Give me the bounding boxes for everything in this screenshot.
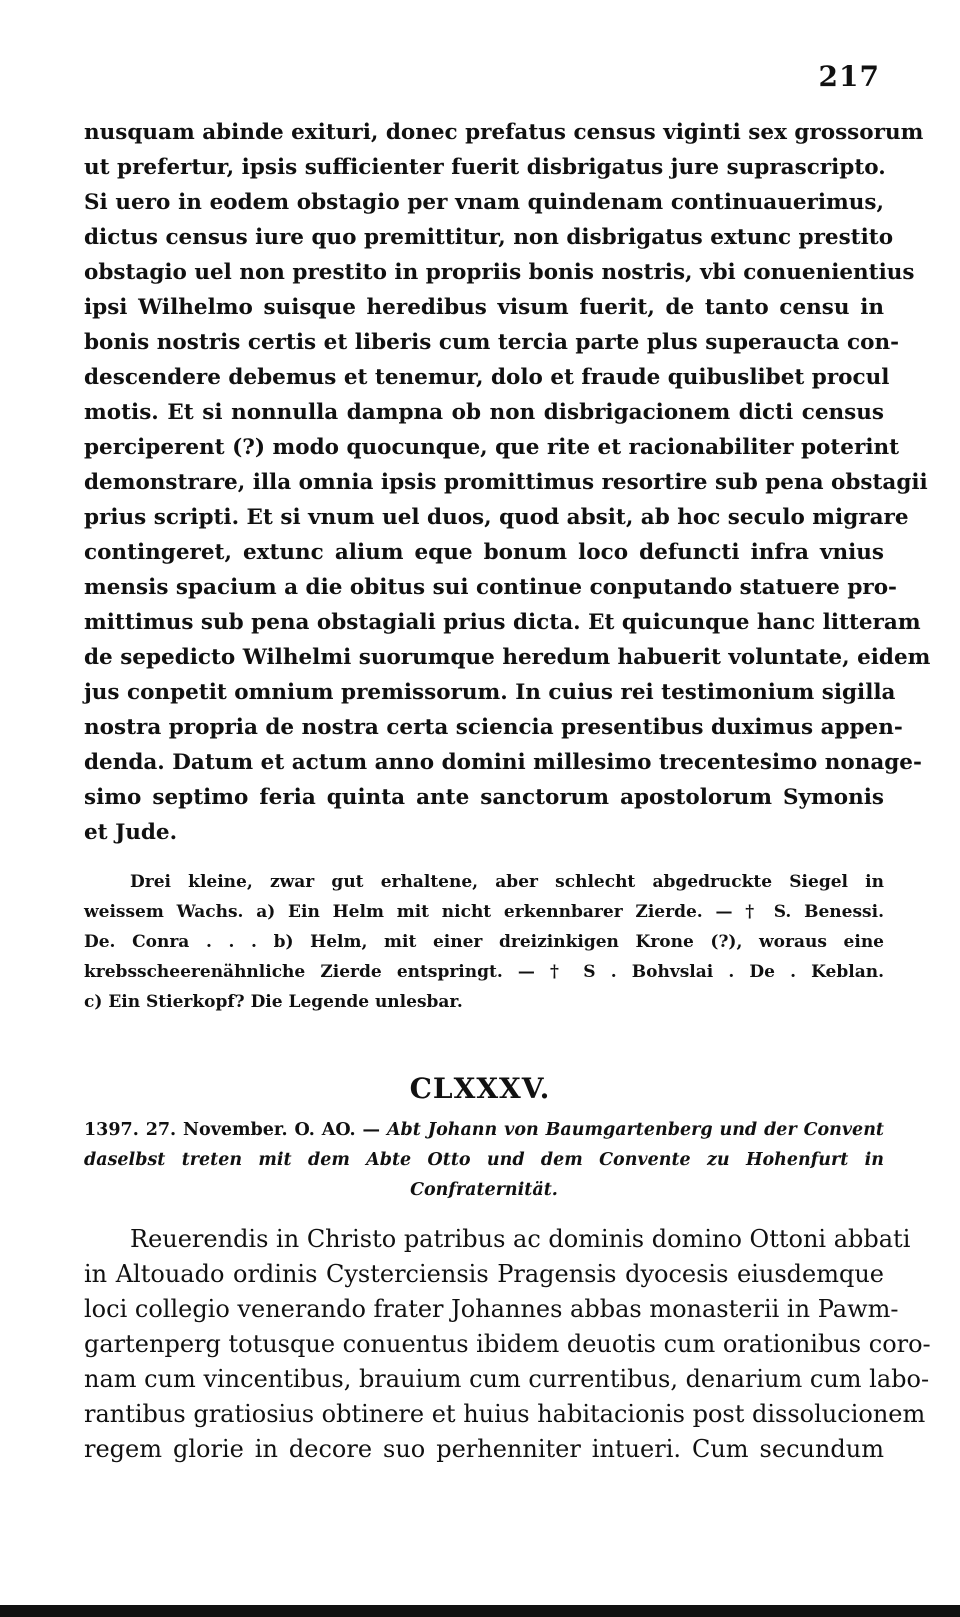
note-line: weissem Wachs. a) Ein Helm mit nicht erkennbarer Zierde. — † S. Benessi. bbox=[84, 902, 884, 922]
text-line: dictus census iure quo premittitur, non disbrigatus extunc prestito bbox=[84, 225, 894, 250]
note-line: De. Conra . . . b) Helm, mit einer dreizinkigen Krone (?), woraus eine bbox=[84, 932, 884, 952]
text-line: perciperent (?) modo quocunque, que rite et racionabiliter poterint bbox=[84, 435, 900, 460]
text-line: in Altouado ordinis Cysterciensis Pragensis dyocesis eiusdemque bbox=[84, 1260, 884, 1288]
text-line: prius scripti. Et si vnum uel duos, quod absit, ab hoc seculo migrare bbox=[84, 505, 909, 530]
text-line: contingeret, extunc alium eque bonum loco defuncti infra vnius bbox=[84, 540, 884, 565]
note-line: Drei kleine, zwar gut erhaltene, aber schlecht abgedruckte Siegel in bbox=[130, 872, 884, 892]
text-line: Si uero in eodem obstagio per vnam quindenam continuauerimus, bbox=[84, 190, 884, 215]
note-line: krebsscheerenähnliche Zierde entspringt. — † S . Bohvslai . De . Keblan. bbox=[84, 962, 884, 982]
regest-date: 1397. 27. November. O. AO. — bbox=[84, 1120, 381, 1140]
page-number: 217 bbox=[818, 60, 880, 93]
text-line: Reuerendis in Christo patribus ac dominis domino Ottoni abbati bbox=[130, 1225, 911, 1253]
text-line: jus conpetit omnium premissorum. In cuius rei testimonium sigilla bbox=[84, 680, 896, 705]
document-number-heading: CLXXXV. bbox=[409, 1072, 551, 1105]
text-line: rantibus gratiosius obtinere et huius habitacionis post dissolucionem bbox=[84, 1400, 926, 1428]
text-line: ut prefertur, ipsis sufficienter fuerit disbrigatus jure suprascripto. bbox=[84, 155, 886, 180]
text-line: et Jude. bbox=[84, 820, 178, 845]
text-line: loci collegio venerando frater Johannes abbas monasterii in Pawm- bbox=[84, 1295, 899, 1323]
text-line: descendere debemus et tenemur, dolo et fraude quibuslibet procul bbox=[84, 365, 890, 390]
note-line: c) Ein Stierkopf? Die Legende unlesbar. bbox=[84, 992, 463, 1012]
regest-line bbox=[84, 1120, 884, 1140]
text-line: denda. Datum et actum anno domini millesimo trecentesimo nonage- bbox=[84, 750, 922, 775]
regest-summary-text: Abt Johann von Baumgartenberg und der Convent bbox=[386, 1120, 885, 1140]
text-line: nusquam abinde exituri, donec prefatus census viginti sex grossorum bbox=[84, 120, 924, 145]
text-line: regem glorie in decore suo perhenniter intueri. Cum secundum bbox=[84, 1435, 884, 1463]
text-line: nostra propria de nostra certa sciencia presentibus duximus appen- bbox=[84, 715, 903, 740]
page-bottom-edge bbox=[0, 1605, 960, 1617]
text-line: ipsi Wilhelmo suisque heredibus visum fuerit, de tanto censu in bbox=[84, 295, 884, 320]
regest-line: Confraternität. bbox=[410, 1180, 558, 1200]
text-line: simo septimo feria quinta ante sanctorum apostolorum Symonis bbox=[84, 785, 884, 810]
regest-line: daselbst treten mit dem Abte Otto und dem Convente zu Hohenfurt in bbox=[84, 1150, 884, 1170]
text-line: nam cum vincentibus, brauium cum currentibus, denarium cum labo- bbox=[84, 1365, 930, 1393]
text-line: mensis spacium a die obitus sui continue conputando statuere pro- bbox=[84, 575, 897, 600]
text-line: de sepedicto Wilhelmi suorumque heredum habuerit voluntate, eidem bbox=[84, 645, 931, 670]
text-line: motis. Et si nonnulla dampna ob non disbrigacionem dicti census bbox=[84, 400, 884, 425]
text-line: gartenperg totusque conuentus ibidem deuotis cum orationibus coro- bbox=[84, 1330, 931, 1358]
text-line: demonstrare, illa omnia ipsis promittimus resortire sub pena obstagii bbox=[84, 470, 928, 495]
text-line: obstagio uel non prestito in propriis bonis nostris, vbi conuenientius bbox=[84, 260, 915, 285]
text-line: bonis nostris certis et liberis cum tercia parte plus superaucta con- bbox=[84, 330, 900, 355]
text-line: mittimus sub pena obstagiali prius dicta. Et quicunque hanc litteram bbox=[84, 610, 921, 635]
